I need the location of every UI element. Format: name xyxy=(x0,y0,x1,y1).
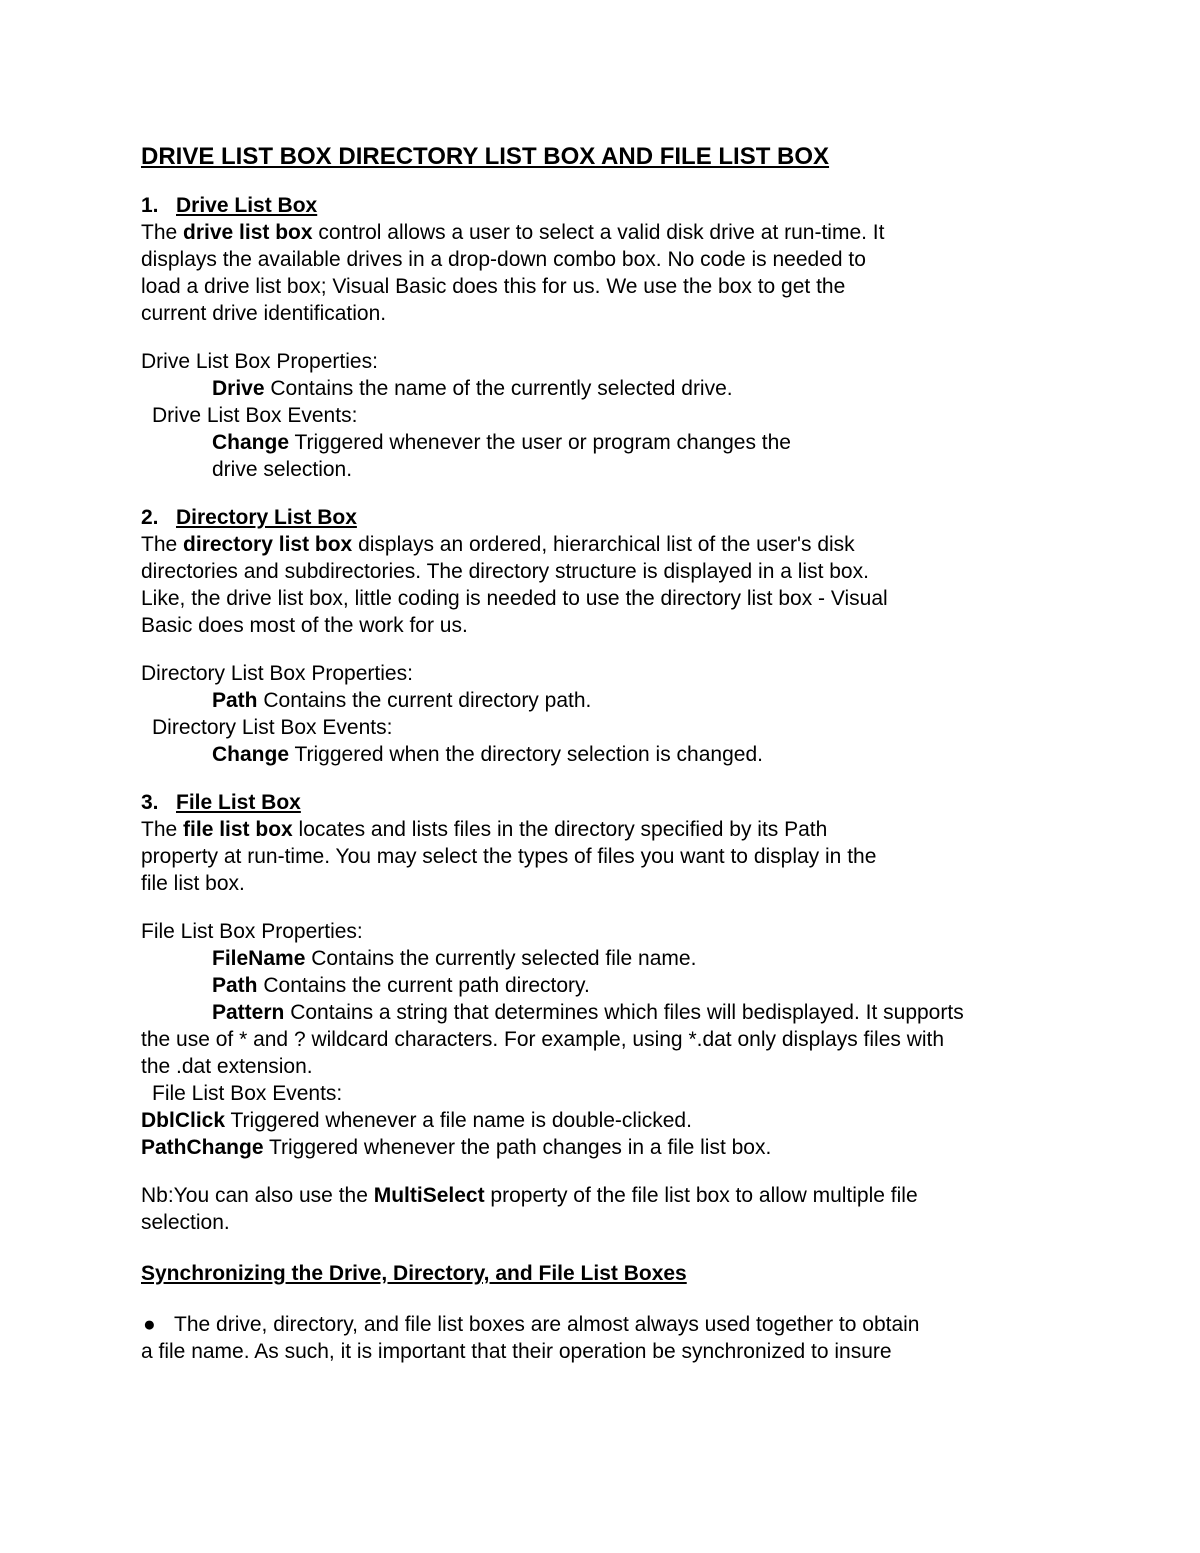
section-3-title: File List Box xyxy=(176,791,301,814)
section-3-event-pathchange xyxy=(141,1134,1140,1161)
section-1-events-label: Drive List Box Events: xyxy=(152,404,358,427)
intro-text: directories and subdirectories. The directory structure is displayed in a list box. xyxy=(141,560,869,583)
bullet-text: a file name. As such, it is important that their operation be synchronized to insure xyxy=(141,1340,892,1363)
page-title: DRIVE LIST BOX DIRECTORY LIST BOX AND FILE LIST BOX xyxy=(141,143,830,170)
section-2-events-label: Directory List Box Events: xyxy=(152,716,393,739)
section-2-number: 2. xyxy=(141,506,159,529)
term-bold: directory list box xyxy=(183,533,353,556)
property-desc: Contains the current directory path. xyxy=(257,689,592,712)
intro-text: Basic does most of the work for us. xyxy=(141,614,468,637)
section-1-prop-drive xyxy=(141,375,1140,402)
section-2-event-change xyxy=(141,741,1140,768)
event-desc: Triggered when the directory selection is changed. xyxy=(289,743,763,766)
property-desc: Contains the name of the currently selected drive. xyxy=(264,377,733,400)
section-1-heading xyxy=(141,192,1140,219)
intro-text: displays the available drives in a drop-down combo box. No code is needed to xyxy=(141,248,866,271)
property-desc: the .dat extension. xyxy=(141,1055,313,1078)
intro-text: Like, the drive list box, little coding is needed to use the directory list box - Visual xyxy=(141,587,888,610)
note-text: property of the file list box to allow multiple file xyxy=(484,1184,918,1207)
section-3-events-label: File List Box Events: xyxy=(152,1082,343,1105)
event-name: DblClick xyxy=(141,1109,226,1132)
section-1-intro xyxy=(141,219,1140,327)
section-3-prop-filename xyxy=(141,945,1140,972)
intro-text: displays an ordered, hierarchical list of the user's disk xyxy=(352,533,855,556)
event-desc: Triggered whenever the path changes in a file list box. xyxy=(263,1136,772,1159)
section-3-prop-pattern-cont xyxy=(141,1026,1140,1080)
event-name: Change xyxy=(212,743,290,766)
bullet-text: The drive, directory, and file list boxes are almost always used together to obtain xyxy=(174,1313,920,1336)
section-3-note xyxy=(141,1182,1140,1236)
term-bold: file list box xyxy=(183,818,293,841)
sync-bullet xyxy=(141,1311,1140,1365)
event-name: PathChange xyxy=(141,1136,264,1159)
section-2-intro xyxy=(141,531,1140,639)
bullet-icon: ● xyxy=(143,1313,156,1336)
property-name: Path xyxy=(212,689,258,712)
event-desc: Triggered whenever the user or program changes the xyxy=(289,431,791,454)
property-name: Pattern xyxy=(212,1001,285,1024)
intro-text: locates and lists files in the directory specified by its Path xyxy=(292,818,828,841)
note-text: selection. xyxy=(141,1211,230,1234)
section-2-heading xyxy=(141,504,1140,531)
property-name: FileName xyxy=(212,947,306,970)
intro-text: The xyxy=(141,221,184,244)
sync-heading: Synchronizing the Drive, Directory, and File List Boxes xyxy=(141,1262,687,1285)
section-3-prop-path xyxy=(141,972,1140,999)
property-desc: Contains the currently selected file name. xyxy=(305,947,697,970)
property-desc: the use of * and ? wildcard characters. For example, using *.dat only displays files with xyxy=(141,1028,945,1051)
section-2-title: Directory List Box xyxy=(176,506,357,529)
term-bold: MultiSelect xyxy=(373,1184,485,1207)
property-name: Drive xyxy=(212,377,265,400)
section-1-event-change xyxy=(141,429,1140,483)
note-text: Nb:You can also use the xyxy=(141,1184,374,1207)
property-desc: Contains a string that determines which files will bedisplayed. It supports xyxy=(284,1001,964,1024)
event-desc: drive selection. xyxy=(212,458,353,481)
section-3-number: 3. xyxy=(141,791,159,814)
intro-text: current drive identification. xyxy=(141,302,387,325)
event-desc: Triggered whenever a file name is double-clicked. xyxy=(225,1109,692,1132)
property-desc: Contains the current path directory. xyxy=(257,974,590,997)
event-name: Change xyxy=(212,431,290,454)
intro-text: The xyxy=(141,533,184,556)
section-2-prop-path xyxy=(141,687,1140,714)
intro-text: property at run-time. You may select the types of files you want to display in the xyxy=(141,845,877,868)
term-bold: drive list box xyxy=(183,221,313,244)
section-2-props-label: Directory List Box Properties: xyxy=(141,662,413,685)
intro-text: The xyxy=(141,818,184,841)
section-3-heading xyxy=(141,789,1140,816)
section-1-props-label: Drive List Box Properties: xyxy=(141,350,378,373)
intro-text: load a drive list box; Visual Basic does this for us. We use the box to get the xyxy=(141,275,846,298)
section-1-title: Drive List Box xyxy=(176,194,318,217)
property-name: Path xyxy=(212,974,258,997)
intro-text: file list box. xyxy=(141,872,245,895)
section-3-props-label: File List Box Properties: xyxy=(141,920,363,943)
intro-text: control allows a user to select a valid disk drive at run-time. It xyxy=(312,221,885,244)
section-3-event-dblclick xyxy=(141,1107,1140,1134)
section-3-prop-pattern xyxy=(141,999,1140,1026)
section-3-intro xyxy=(141,816,1140,897)
section-1-number: 1. xyxy=(141,194,159,217)
